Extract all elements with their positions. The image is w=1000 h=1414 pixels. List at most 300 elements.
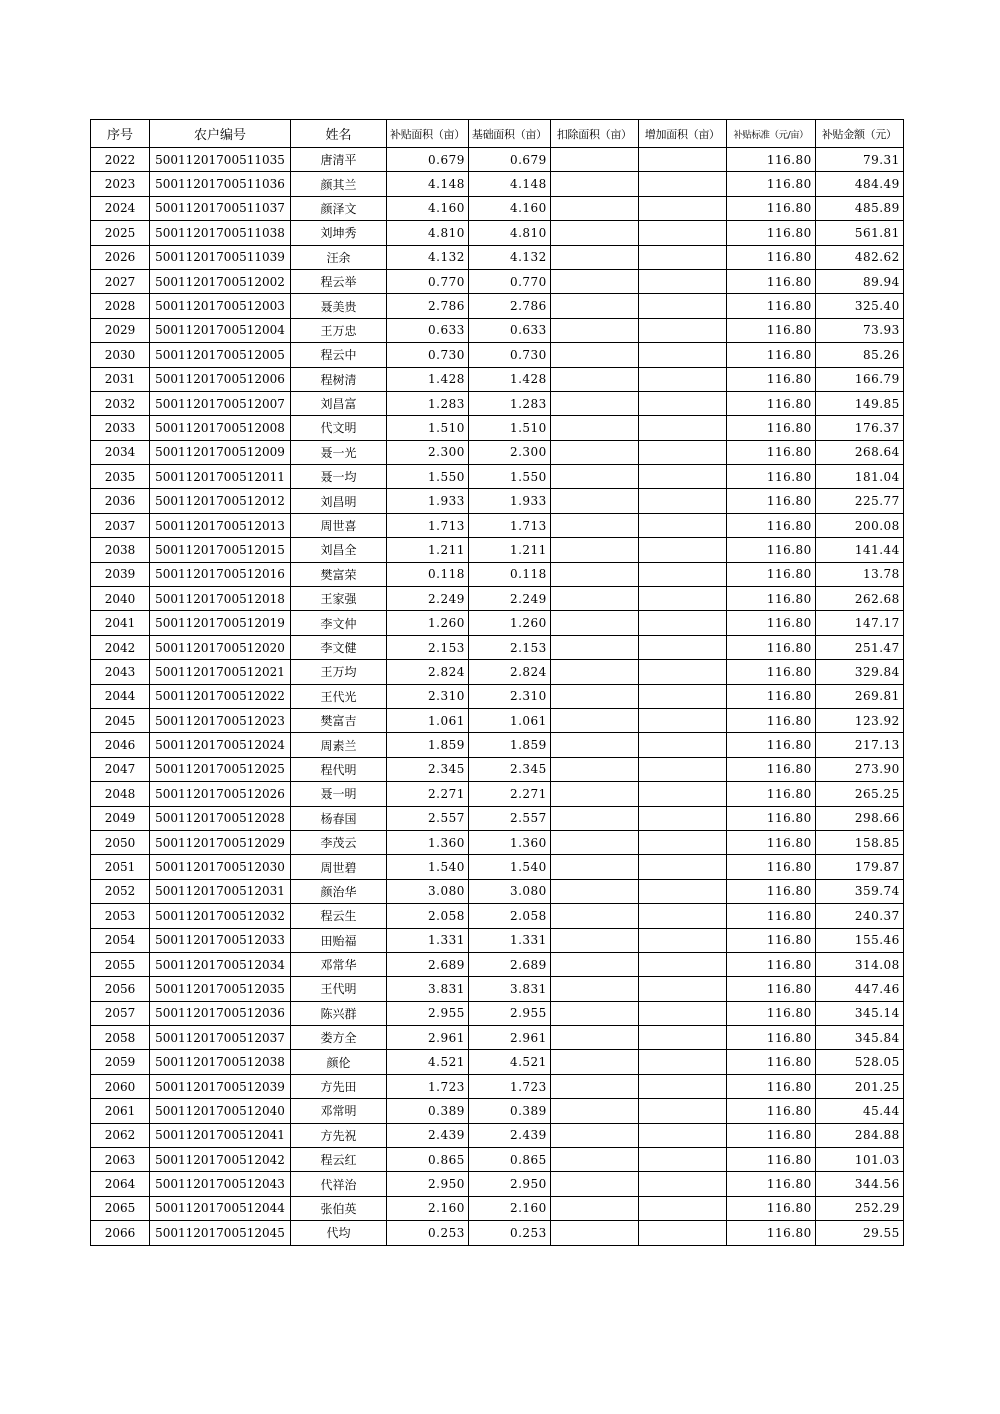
cell-farmer-id: 50011201700512007 xyxy=(150,391,291,415)
cell-subsidy-amount: 268.64 xyxy=(815,440,903,464)
cell-name: 程云中 xyxy=(291,343,387,367)
cell-subsidy-amount: 200.08 xyxy=(815,513,903,537)
cell-farmer-id: 50011201700512021 xyxy=(150,660,291,684)
cell-subsidy-rate: 116.80 xyxy=(726,343,815,367)
cell-seq: 2026 xyxy=(91,245,150,269)
cell-add-area xyxy=(638,269,726,293)
table-row xyxy=(91,269,904,293)
cell-add-area xyxy=(638,465,726,489)
cell-farmer-id: 50011201700512011 xyxy=(150,465,291,489)
cell-subsidy-amount: 240.37 xyxy=(815,904,903,928)
cell-base-area: 2.689 xyxy=(468,952,550,976)
cell-seq: 2055 xyxy=(91,952,150,976)
cell-subsidy-amount: 345.14 xyxy=(815,1001,903,1025)
cell-add-area xyxy=(638,221,726,245)
cell-subsidy-rate: 116.80 xyxy=(726,1148,815,1172)
cell-farmer-id: 50011201700512032 xyxy=(150,904,291,928)
cell-subsidy-area: 2.955 xyxy=(387,1001,469,1025)
cell-base-area: 2.153 xyxy=(468,635,550,659)
cell-farmer-id: 50011201700512034 xyxy=(150,952,291,976)
cell-seq: 2033 xyxy=(91,416,150,440)
cell-subsidy-amount: 79.31 xyxy=(815,148,903,172)
cell-add-area xyxy=(638,391,726,415)
cell-seq: 2043 xyxy=(91,660,150,684)
cell-seq: 2065 xyxy=(91,1196,150,1220)
cell-base-area: 2.955 xyxy=(468,1001,550,1025)
cell-add-area xyxy=(638,977,726,1001)
cell-subsidy-rate: 116.80 xyxy=(726,757,815,781)
cell-base-area: 4.132 xyxy=(468,245,550,269)
cell-add-area xyxy=(638,538,726,562)
cell-subsidy-amount: 345.84 xyxy=(815,1026,903,1050)
cell-farmer-id: 50011201700512026 xyxy=(150,782,291,806)
cell-add-area xyxy=(638,172,726,196)
cell-base-area: 1.061 xyxy=(468,708,550,732)
cell-add-area xyxy=(638,489,726,513)
cell-seq: 2059 xyxy=(91,1050,150,1074)
cell-base-area: 2.345 xyxy=(468,757,550,781)
cell-subsidy-rate: 116.80 xyxy=(726,318,815,342)
cell-subsidy-area: 1.283 xyxy=(387,391,469,415)
cell-subsidy-amount: 262.68 xyxy=(815,587,903,611)
cell-subsidy-rate: 116.80 xyxy=(726,611,815,635)
cell-seq: 2047 xyxy=(91,757,150,781)
cell-subsidy-area: 0.770 xyxy=(387,269,469,293)
cell-seq: 2058 xyxy=(91,1026,150,1050)
cell-add-area xyxy=(638,879,726,903)
cell-subsidy-area: 2.950 xyxy=(387,1172,469,1196)
header-subsidy-amount: 补贴金额（元） xyxy=(815,120,903,148)
cell-add-area xyxy=(638,611,726,635)
cell-name: 周世喜 xyxy=(291,513,387,537)
cell-add-area xyxy=(638,148,726,172)
cell-subsidy-area: 2.557 xyxy=(387,806,469,830)
cell-deduct-area xyxy=(550,221,638,245)
cell-seq: 2023 xyxy=(91,172,150,196)
cell-farmer-id: 50011201700512020 xyxy=(150,635,291,659)
cell-seq: 2039 xyxy=(91,562,150,586)
cell-subsidy-area: 0.633 xyxy=(387,318,469,342)
cell-base-area: 2.961 xyxy=(468,1026,550,1050)
cell-base-area: 1.550 xyxy=(468,465,550,489)
cell-add-area xyxy=(638,1123,726,1147)
cell-seq: 2040 xyxy=(91,587,150,611)
cell-name: 程云红 xyxy=(291,1148,387,1172)
cell-subsidy-area: 0.730 xyxy=(387,343,469,367)
cell-seq: 2051 xyxy=(91,855,150,879)
cell-farmer-id: 50011201700512002 xyxy=(150,269,291,293)
table-row xyxy=(91,928,904,952)
cell-subsidy-rate: 116.80 xyxy=(726,489,815,513)
cell-subsidy-amount: 89.94 xyxy=(815,269,903,293)
cell-base-area: 2.300 xyxy=(468,440,550,464)
cell-base-area: 2.786 xyxy=(468,294,550,318)
table-row xyxy=(91,465,904,489)
cell-seq: 2048 xyxy=(91,782,150,806)
table-row xyxy=(91,196,904,220)
cell-seq: 2056 xyxy=(91,977,150,1001)
cell-deduct-area xyxy=(550,977,638,1001)
cell-subsidy-rate: 116.80 xyxy=(726,172,815,196)
cell-deduct-area xyxy=(550,1123,638,1147)
cell-name: 王万均 xyxy=(291,660,387,684)
table-row xyxy=(91,416,904,440)
cell-subsidy-rate: 116.80 xyxy=(726,196,815,220)
cell-deduct-area xyxy=(550,391,638,415)
cell-subsidy-amount: 561.81 xyxy=(815,221,903,245)
table-row xyxy=(91,660,904,684)
cell-base-area: 0.679 xyxy=(468,148,550,172)
cell-name: 刘昌明 xyxy=(291,489,387,513)
cell-farmer-id: 50011201700512016 xyxy=(150,562,291,586)
cell-farmer-id: 50011201700512042 xyxy=(150,1148,291,1172)
header-deduct-area: 扣除面积（亩） xyxy=(550,120,638,148)
cell-seq: 2049 xyxy=(91,806,150,830)
cell-base-area: 2.271 xyxy=(468,782,550,806)
cell-deduct-area xyxy=(550,538,638,562)
cell-subsidy-area: 0.118 xyxy=(387,562,469,586)
cell-farmer-id: 50011201700512006 xyxy=(150,367,291,391)
cell-name: 周素兰 xyxy=(291,733,387,757)
cell-subsidy-rate: 116.80 xyxy=(726,1074,815,1098)
header-farmer-id: 农户编号 xyxy=(150,120,291,148)
table-row xyxy=(91,148,904,172)
cell-subsidy-amount: 158.85 xyxy=(815,830,903,854)
cell-base-area: 3.080 xyxy=(468,879,550,903)
cell-seq: 2050 xyxy=(91,830,150,854)
cell-deduct-area xyxy=(550,806,638,830)
table-row xyxy=(91,977,904,1001)
cell-farmer-id: 50011201700512035 xyxy=(150,977,291,1001)
cell-add-area xyxy=(638,684,726,708)
cell-subsidy-rate: 116.80 xyxy=(726,465,815,489)
cell-base-area: 1.260 xyxy=(468,611,550,635)
cell-farmer-id: 50011201700512023 xyxy=(150,708,291,732)
cell-subsidy-amount: 147.17 xyxy=(815,611,903,635)
cell-seq: 2029 xyxy=(91,318,150,342)
cell-deduct-area xyxy=(550,1196,638,1220)
cell-subsidy-area: 2.961 xyxy=(387,1026,469,1050)
cell-base-area: 1.510 xyxy=(468,416,550,440)
cell-subsidy-rate: 116.80 xyxy=(726,513,815,537)
header-seq: 序号 xyxy=(91,120,150,148)
cell-base-area: 4.521 xyxy=(468,1050,550,1074)
table-row xyxy=(91,1001,904,1025)
cell-deduct-area xyxy=(550,416,638,440)
cell-farmer-id: 50011201700512036 xyxy=(150,1001,291,1025)
cell-name: 邓常华 xyxy=(291,952,387,976)
cell-subsidy-rate: 116.80 xyxy=(726,1099,815,1123)
cell-subsidy-amount: 123.92 xyxy=(815,708,903,732)
cell-farmer-id: 50011201700512041 xyxy=(150,1123,291,1147)
cell-name: 王代光 xyxy=(291,684,387,708)
cell-base-area: 2.249 xyxy=(468,587,550,611)
cell-base-area: 4.810 xyxy=(468,221,550,245)
cell-base-area: 1.723 xyxy=(468,1074,550,1098)
cell-name: 王家强 xyxy=(291,587,387,611)
cell-name: 程云生 xyxy=(291,904,387,928)
cell-subsidy-area: 0.389 xyxy=(387,1099,469,1123)
cell-subsidy-amount: 176.37 xyxy=(815,416,903,440)
cell-name: 聂一光 xyxy=(291,440,387,464)
cell-farmer-id: 50011201700511035 xyxy=(150,148,291,172)
table-row xyxy=(91,733,904,757)
cell-subsidy-amount: 325.40 xyxy=(815,294,903,318)
cell-name: 程树清 xyxy=(291,367,387,391)
cell-deduct-area xyxy=(550,855,638,879)
cell-seq: 2066 xyxy=(91,1221,150,1245)
cell-farmer-id: 50011201700512039 xyxy=(150,1074,291,1098)
cell-deduct-area xyxy=(550,465,638,489)
cell-subsidy-amount: 269.81 xyxy=(815,684,903,708)
table-row xyxy=(91,440,904,464)
cell-seq: 2057 xyxy=(91,1001,150,1025)
cell-seq: 2060 xyxy=(91,1074,150,1098)
cell-seq: 2044 xyxy=(91,684,150,708)
cell-subsidy-area: 1.550 xyxy=(387,465,469,489)
cell-name: 方先田 xyxy=(291,1074,387,1098)
cell-subsidy-rate: 116.80 xyxy=(726,1221,815,1245)
cell-base-area: 0.389 xyxy=(468,1099,550,1123)
cell-subsidy-amount: 482.62 xyxy=(815,245,903,269)
cell-subsidy-area: 3.080 xyxy=(387,879,469,903)
cell-name: 王万忠 xyxy=(291,318,387,342)
cell-seq: 2027 xyxy=(91,269,150,293)
cell-subsidy-rate: 116.80 xyxy=(726,806,815,830)
cell-add-area xyxy=(638,928,726,952)
table-row xyxy=(91,587,904,611)
cell-base-area: 0.118 xyxy=(468,562,550,586)
cell-subsidy-amount: 85.26 xyxy=(815,343,903,367)
cell-deduct-area xyxy=(550,1026,638,1050)
cell-base-area: 1.933 xyxy=(468,489,550,513)
cell-seq: 2037 xyxy=(91,513,150,537)
cell-deduct-area xyxy=(550,635,638,659)
cell-subsidy-amount: 485.89 xyxy=(815,196,903,220)
cell-subsidy-area: 2.786 xyxy=(387,294,469,318)
cell-name: 樊富吉 xyxy=(291,708,387,732)
cell-subsidy-rate: 116.80 xyxy=(726,440,815,464)
cell-name: 代祥治 xyxy=(291,1172,387,1196)
cell-deduct-area xyxy=(550,245,638,269)
cell-subsidy-rate: 116.80 xyxy=(726,830,815,854)
cell-add-area xyxy=(638,318,726,342)
cell-subsidy-rate: 116.80 xyxy=(726,269,815,293)
cell-deduct-area xyxy=(550,952,638,976)
cell-name: 聂一均 xyxy=(291,465,387,489)
cell-farmer-id: 50011201700511038 xyxy=(150,221,291,245)
cell-subsidy-amount: 528.05 xyxy=(815,1050,903,1074)
table-row xyxy=(91,782,904,806)
cell-seq: 2030 xyxy=(91,343,150,367)
cell-base-area: 1.540 xyxy=(468,855,550,879)
cell-subsidy-area: 1.211 xyxy=(387,538,469,562)
table-row xyxy=(91,367,904,391)
cell-add-area xyxy=(638,294,726,318)
cell-deduct-area xyxy=(550,1074,638,1098)
cell-name: 颜治华 xyxy=(291,879,387,903)
cell-subsidy-rate: 116.80 xyxy=(726,416,815,440)
cell-deduct-area xyxy=(550,1001,638,1025)
cell-deduct-area xyxy=(550,587,638,611)
cell-base-area: 2.058 xyxy=(468,904,550,928)
cell-farmer-id: 50011201700512019 xyxy=(150,611,291,635)
cell-subsidy-rate: 116.80 xyxy=(726,1001,815,1025)
cell-subsidy-amount: 447.46 xyxy=(815,977,903,1001)
cell-add-area xyxy=(638,1099,726,1123)
table-row xyxy=(91,952,904,976)
cell-deduct-area xyxy=(550,343,638,367)
cell-subsidy-area: 0.679 xyxy=(387,148,469,172)
cell-name: 刘昌全 xyxy=(291,538,387,562)
table-row xyxy=(91,855,904,879)
cell-farmer-id: 50011201700512025 xyxy=(150,757,291,781)
cell-name: 刘坤秀 xyxy=(291,221,387,245)
cell-base-area: 1.331 xyxy=(468,928,550,952)
table-header-row xyxy=(91,120,904,148)
cell-add-area xyxy=(638,416,726,440)
cell-deduct-area xyxy=(550,757,638,781)
cell-add-area xyxy=(638,1074,726,1098)
cell-farmer-id: 50011201700512037 xyxy=(150,1026,291,1050)
cell-name: 程代明 xyxy=(291,757,387,781)
cell-base-area: 1.859 xyxy=(468,733,550,757)
cell-subsidy-area: 2.439 xyxy=(387,1123,469,1147)
cell-farmer-id: 50011201700511036 xyxy=(150,172,291,196)
cell-subsidy-amount: 344.56 xyxy=(815,1172,903,1196)
cell-name: 邓常明 xyxy=(291,1099,387,1123)
cell-seq: 2064 xyxy=(91,1172,150,1196)
cell-base-area: 2.557 xyxy=(468,806,550,830)
cell-base-area: 2.160 xyxy=(468,1196,550,1220)
cell-seq: 2038 xyxy=(91,538,150,562)
cell-subsidy-rate: 116.80 xyxy=(726,587,815,611)
cell-add-area xyxy=(638,440,726,464)
cell-subsidy-rate: 116.80 xyxy=(726,367,815,391)
cell-subsidy-rate: 116.80 xyxy=(726,782,815,806)
cell-subsidy-area: 2.153 xyxy=(387,635,469,659)
cell-base-area: 0.730 xyxy=(468,343,550,367)
cell-subsidy-amount: 251.47 xyxy=(815,635,903,659)
table-row xyxy=(91,391,904,415)
cell-subsidy-area: 2.058 xyxy=(387,904,469,928)
cell-add-area xyxy=(638,830,726,854)
cell-seq: 2032 xyxy=(91,391,150,415)
cell-add-area xyxy=(638,708,726,732)
table-row xyxy=(91,1172,904,1196)
cell-subsidy-amount: 13.78 xyxy=(815,562,903,586)
cell-farmer-id: 50011201700512015 xyxy=(150,538,291,562)
cell-subsidy-area: 4.148 xyxy=(387,172,469,196)
cell-farmer-id: 50011201700512009 xyxy=(150,440,291,464)
table-row xyxy=(91,1148,904,1172)
cell-base-area: 0.865 xyxy=(468,1148,550,1172)
cell-seq: 2063 xyxy=(91,1148,150,1172)
cell-subsidy-amount: 265.25 xyxy=(815,782,903,806)
cell-subsidy-rate: 116.80 xyxy=(726,221,815,245)
cell-name: 李文仲 xyxy=(291,611,387,635)
table-row xyxy=(91,1196,904,1220)
cell-farmer-id: 50011201700512044 xyxy=(150,1196,291,1220)
cell-base-area: 4.160 xyxy=(468,196,550,220)
cell-subsidy-area: 4.810 xyxy=(387,221,469,245)
table-row xyxy=(91,294,904,318)
cell-subsidy-area: 1.723 xyxy=(387,1074,469,1098)
cell-seq: 2045 xyxy=(91,708,150,732)
cell-farmer-id: 50011201700512008 xyxy=(150,416,291,440)
cell-deduct-area xyxy=(550,489,638,513)
cell-farmer-id: 50011201700512013 xyxy=(150,513,291,537)
cell-subsidy-rate: 116.80 xyxy=(726,391,815,415)
cell-name: 聂一明 xyxy=(291,782,387,806)
table-row xyxy=(91,684,904,708)
cell-subsidy-amount: 329.84 xyxy=(815,660,903,684)
cell-subsidy-area: 2.300 xyxy=(387,440,469,464)
cell-subsidy-rate: 116.80 xyxy=(726,708,815,732)
cell-deduct-area xyxy=(550,928,638,952)
cell-seq: 2025 xyxy=(91,221,150,245)
cell-deduct-area xyxy=(550,782,638,806)
cell-subsidy-rate: 116.80 xyxy=(726,1123,815,1147)
cell-subsidy-area: 2.345 xyxy=(387,757,469,781)
cell-base-area: 0.253 xyxy=(468,1221,550,1245)
cell-subsidy-rate: 116.80 xyxy=(726,928,815,952)
cell-deduct-area xyxy=(550,1148,638,1172)
cell-name: 聂美贵 xyxy=(291,294,387,318)
cell-deduct-area xyxy=(550,830,638,854)
cell-name: 张伯英 xyxy=(291,1196,387,1220)
cell-name: 方先祝 xyxy=(291,1123,387,1147)
cell-add-area xyxy=(638,757,726,781)
cell-seq: 2036 xyxy=(91,489,150,513)
cell-farmer-id: 50011201700512031 xyxy=(150,879,291,903)
cell-seq: 2053 xyxy=(91,904,150,928)
cell-subsidy-amount: 359.74 xyxy=(815,879,903,903)
cell-subsidy-area: 4.132 xyxy=(387,245,469,269)
cell-farmer-id: 50011201700512003 xyxy=(150,294,291,318)
cell-subsidy-area: 2.824 xyxy=(387,660,469,684)
cell-subsidy-amount: 166.79 xyxy=(815,367,903,391)
cell-seq: 2028 xyxy=(91,294,150,318)
cell-farmer-id: 50011201700512030 xyxy=(150,855,291,879)
cell-seq: 2042 xyxy=(91,635,150,659)
cell-name: 唐清平 xyxy=(291,148,387,172)
cell-add-area xyxy=(638,904,726,928)
cell-name: 周世碧 xyxy=(291,855,387,879)
cell-subsidy-rate: 116.80 xyxy=(726,684,815,708)
cell-deduct-area xyxy=(550,513,638,537)
cell-add-area xyxy=(638,196,726,220)
cell-add-area xyxy=(638,562,726,586)
cell-deduct-area xyxy=(550,172,638,196)
table-row xyxy=(91,538,904,562)
cell-farmer-id: 50011201700512028 xyxy=(150,806,291,830)
cell-base-area: 1.360 xyxy=(468,830,550,854)
cell-subsidy-area: 0.865 xyxy=(387,1148,469,1172)
cell-subsidy-rate: 116.80 xyxy=(726,1172,815,1196)
cell-base-area: 2.824 xyxy=(468,660,550,684)
cell-name: 陈兴群 xyxy=(291,1001,387,1025)
table-row xyxy=(91,1099,904,1123)
cell-add-area xyxy=(638,733,726,757)
cell-farmer-id: 50011201700511039 xyxy=(150,245,291,269)
header-subsidy-area: 补贴面积（亩） xyxy=(387,120,469,148)
table-row xyxy=(91,245,904,269)
cell-subsidy-amount: 217.13 xyxy=(815,733,903,757)
table-row xyxy=(91,757,904,781)
cell-farmer-id: 50011201700512005 xyxy=(150,343,291,367)
header-add-area: 增加面积（亩） xyxy=(638,120,726,148)
